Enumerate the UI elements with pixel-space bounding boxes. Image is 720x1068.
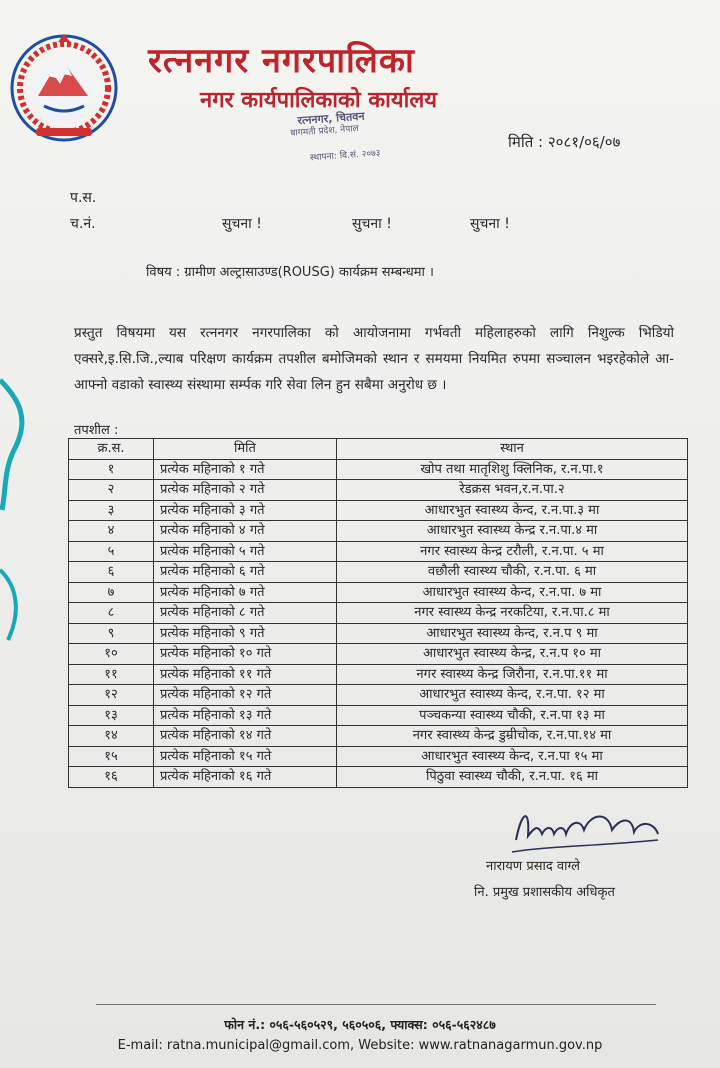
- row-date: प्रत्येक महिनाको १६ गते: [154, 767, 337, 788]
- row-serial: १३: [69, 705, 154, 726]
- row-serial: १४: [69, 726, 154, 747]
- row-place: आधारभुत स्वास्थ्य केन्द, र.न.पा.३ मा: [337, 500, 688, 521]
- row-place: नगर स्वास्थ्य केन्द्र टरौली, र.न.पा. ५ मा: [337, 541, 688, 562]
- table-row: [69, 644, 688, 665]
- row-serial: १२: [69, 685, 154, 706]
- footer-phone: फोन नं.: ०५६-५६०५२९, ५६०५०६, फ्याक्स: ०५६-५६२४८७: [224, 1017, 496, 1032]
- row-date: प्रत्येक महिनाको ७ गते: [154, 582, 337, 603]
- row-serial: ५: [69, 541, 154, 562]
- row-place: आधारभुत स्वास्थ्य केन्द, र.न.पा. ७ मा: [337, 582, 688, 603]
- stamp-line-1: रत्ननगर, चितवन: [297, 109, 365, 128]
- row-serial: ११: [69, 664, 154, 685]
- row-date: प्रत्येक महिनाको ५ गते: [154, 541, 337, 562]
- table-row: [69, 562, 688, 583]
- header-place: स्थान: [337, 439, 688, 460]
- letter-body: प्रस्तुत विषयमा यस रत्ननगर नगरपालिका को आयोजनामा गर्भवती महिलाहरुको लागि निशुल्क भिडियो एक्सरे,इ.सि.जि.,ल्याब परिक्षण कार्यक्रम तपशील बमोजिमको स्थान र समयमा नियमित रुपमा सञ्चालन भइरहेकोले आ-आफ्नो वडाको स्वास्थ्य संस्थामा सर्म्पक गरि सेवा लिन हुन सबैमा अनुरोध छ ।: [74, 325, 674, 393]
- footer-divider: [96, 1004, 656, 1005]
- table-row: [69, 726, 688, 747]
- schedule-label: तपशील :: [74, 423, 119, 438]
- row-place: रेडक्रस भवन,र.न.पा.२: [337, 480, 688, 501]
- office-subtitle: नगर कार्यपालिकाको कार्यालय: [200, 88, 437, 113]
- row-place: नगर स्वास्थ्य केन्द्र नरकटिया, र.न.पा.८ मा: [337, 603, 688, 624]
- notice-heading-1: सुचना !: [222, 216, 262, 232]
- table-row: [69, 746, 688, 767]
- row-date: प्रत्येक महिनाको ११ गते: [154, 664, 337, 685]
- row-serial: १६: [69, 767, 154, 788]
- row-date: प्रत्येक महिनाको ६ गते: [154, 562, 337, 583]
- row-date: प्रत्येक महिनाको ४ गते: [154, 521, 337, 542]
- stamp-line-2: बागमती प्रदेश, नेपाल: [290, 123, 360, 139]
- row-serial: ७: [69, 582, 154, 603]
- office-stamp: [267, 107, 423, 203]
- table-row: [69, 603, 688, 624]
- row-serial: २: [69, 480, 154, 501]
- row-date: प्रत्येक महिनाको २ गते: [154, 480, 337, 501]
- row-place: आधारभुत स्वास्थ्य केन्द्र र.न.पा.४ मा: [337, 521, 688, 542]
- schedule-table: [68, 438, 688, 788]
- signatory-title: नि. प्रमुख प्रशासकीय अधिकृत: [474, 885, 615, 900]
- notice-heading-2: सुचना !: [352, 216, 392, 232]
- officer-signature: [508, 800, 668, 860]
- footer-contact: E-mail: ratna.municipal@gmail.com, Website: www.ratnanagarmun.gov.np: [117, 1038, 603, 1053]
- row-place: खोप तथा मातृशिशु क्लिनिक, र.न.पा.१: [337, 459, 688, 480]
- row-place: आधारभुत स्वास्थ्य केन्द, र.न.पा. १२ मा: [337, 685, 688, 706]
- table-row: [69, 767, 688, 788]
- row-serial: १: [69, 459, 154, 480]
- row-serial: ९: [69, 623, 154, 644]
- row-serial: १०: [69, 644, 154, 665]
- letter-subject: विषय : ग्रामीण अल्ट्रासाउण्ड(ROUSG) कार्यक्रम सम्बन्धमा ।: [146, 265, 434, 280]
- row-date: प्रत्येक महिनाको ३ गते: [154, 500, 337, 521]
- row-place: नगर स्वास्थ्य केन्द्र डुम्रीचोक, र.न.पा.१४ मा: [337, 726, 688, 747]
- row-place: आधारभुत स्वास्थ्य केन्द्र, र.न.प १० मा: [337, 644, 688, 665]
- ps-label: प.स.: [70, 190, 97, 206]
- header-date: मिति: [154, 439, 337, 460]
- cn-label: च.नं.: [70, 216, 96, 232]
- schedule-table-body: [69, 459, 688, 787]
- table-row: [69, 623, 688, 644]
- row-place: आधारभुत स्वास्थ्य केन्द, र.न.प ९ मा: [337, 623, 688, 644]
- row-date: प्रत्येक महिनाको १३ गते: [154, 705, 337, 726]
- row-date: प्रत्येक महिनाको ८ गते: [154, 603, 337, 624]
- row-place: नगर स्वास्थ्य केन्द्र जिरौना, र.न.पा.११ मा: [337, 664, 688, 685]
- table-row: [69, 521, 688, 542]
- row-serial: ४: [69, 521, 154, 542]
- municipality-title: रत्ननगर नगरपालिका: [148, 41, 415, 81]
- signatory-name: नारायण प्रसाद वाग्ले: [486, 859, 580, 874]
- row-serial: ८: [69, 603, 154, 624]
- row-place: आधारभुत स्वास्थ्य केन्द, र.न.पा १५ मा: [337, 746, 688, 767]
- table-row: [69, 541, 688, 562]
- notice-heading-3: सुचना !: [470, 216, 510, 232]
- row-date: प्रत्येक महिनाको १ गते: [154, 459, 337, 480]
- row-serial: ३: [69, 500, 154, 521]
- table-row: [69, 500, 688, 521]
- row-date: प्रत्येक महिनाको ९ गते: [154, 623, 337, 644]
- nepal-emblem-logo: [8, 32, 120, 144]
- row-serial: १५: [69, 746, 154, 767]
- table-row: [69, 582, 688, 603]
- row-date: प्रत्येक महिनाको १५ गते: [154, 746, 337, 767]
- table-row: [69, 480, 688, 501]
- table-row: [69, 705, 688, 726]
- row-place: वछौली स्वास्थ्य चौकी, र.न.पा. ६ मा: [337, 562, 688, 583]
- binder-string: [0, 360, 40, 660]
- header-serial: क्र.स.: [69, 439, 154, 460]
- row-date: प्रत्येक महिनाको १० गते: [154, 644, 337, 665]
- row-date: प्रत्येक महिनाको १२ गते: [154, 685, 337, 706]
- row-place: पिठुवा स्वास्थ्य चौकी, र.न.पा. १६ मा: [337, 767, 688, 788]
- letter-date: मिति : २०८१/०६/०७: [508, 133, 621, 151]
- row-place: पञ्चकन्या स्वास्थ्य चौकी, र.न.पा १३ मा: [337, 705, 688, 726]
- row-date: प्रत्येक महिनाको १४ गते: [154, 726, 337, 747]
- table-row: [69, 664, 688, 685]
- table-row: [69, 685, 688, 706]
- stamp-line-3: स्थापना: वि.सं. २०७३: [309, 148, 381, 164]
- row-serial: ६: [69, 562, 154, 583]
- table-row: [69, 459, 688, 480]
- table-header-row: [69, 439, 688, 460]
